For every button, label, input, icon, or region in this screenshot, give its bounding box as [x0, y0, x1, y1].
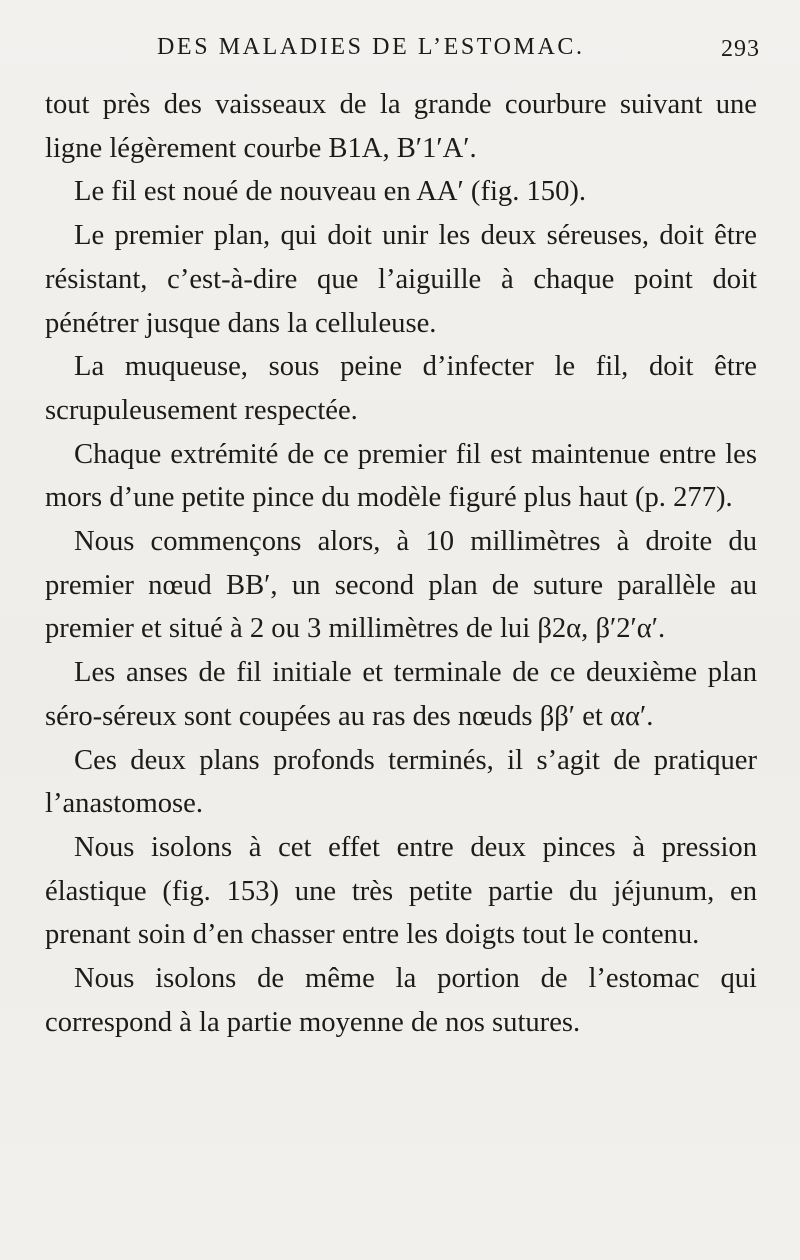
paragraph: Chaque extrémité de ce premier fil est maintenue entre les mors d’une petite pince du modèle figuré plus haut (p. 277).: [45, 438, 757, 514]
paragraph: Nous commençons alors, à 10 millimètres à droite du premier nœud BB′, un second plan de suture parallèle au premier et situé à 2 ou 3 millimètres de lui β2α, β′2′α′.: [45, 526, 757, 645]
paragraph: La muqueuse, sous peine d’infecter le fil, doit être scrupuleusement respectée.: [45, 351, 757, 426]
running-head: [45, 34, 760, 64]
paragraph: Le fil est noué de nouveau en AA′ (fig. 150).: [74, 176, 587, 208]
paragraph: Nous isolons à cet effet entre deux pinces à pression élastique (fig. 153) une très petite partie du jéjunum, en prenant soin d’en chasser entre les doigts tout le contenu.: [45, 831, 757, 951]
page-body: [45, 83, 757, 1044]
paragraph: Ces deux plans profonds terminés, il s’agit de pratiquer l’anastomose.: [45, 744, 757, 820]
paragraph: Le premier plan, qui doit unir les deux séreuses, doit être résistant, c’est-à-dire que l’aiguille à chaque point doit pénétrer jusque dans la celluleuse.: [45, 220, 757, 339]
paragraph: Nous isolons de même la portion de l’estomac qui correspond à la partie moyenne de nos sutures.: [45, 963, 757, 1038]
running-title: DES MALADIES DE L’ESTOMAC.: [157, 34, 585, 60]
page-number: 293: [721, 36, 760, 62]
paragraph-continuation: tout près des vaisseaux de la grande courbure suivant une ligne légèrement courbe B1A, B′1′A′.: [45, 89, 757, 164]
paragraph: Les anses de fil initiale et terminale de ce deuxième plan séro-séreux sont coupées au ras des nœuds ββ′ et αα′.: [45, 657, 757, 732]
